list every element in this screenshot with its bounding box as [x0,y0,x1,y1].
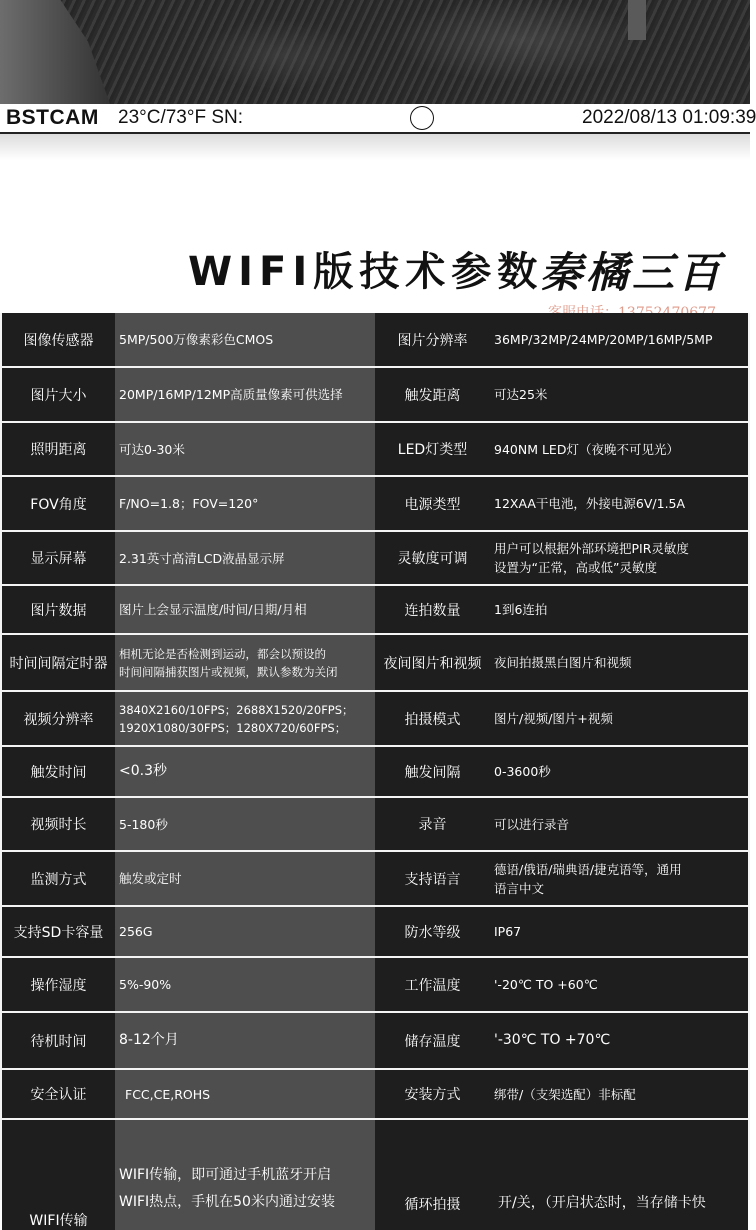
spec-row [0,852,750,905]
spec-label: 时间间隔定时器 [2,635,115,690]
spec-label: 循环拍摄 [375,1120,490,1230]
spec-row [0,1070,750,1118]
spec-label: 监测方式 [2,852,115,905]
spec-value: 相机无论是否检测到运动，都会以预设的 时间间隔捕获图片或视频，默认参数为关闭 [115,635,375,690]
spec-label: 支持SD卡容量 [2,907,115,956]
spec-label: 连拍数量 [375,586,490,633]
spec-value: 夜间拍摄黑白图片和视频 [490,635,748,690]
spec-value: 图片上会显示温度/时间/日期/月相 [115,586,375,633]
spec-label: 录音 [375,798,490,850]
spec-label: 图片数据 [2,586,115,633]
spec-row [0,798,750,850]
spec-label: 工作温度 [375,958,490,1011]
spec-label: 电源类型 [375,477,490,530]
spec-label: 安装方式 [375,1070,490,1118]
spec-label: 支持语言 [375,852,490,905]
spec-label: LED灯类型 [375,423,490,475]
spec-value: FCC,CE,ROHS [115,1070,375,1118]
spec-value: 940NM LED灯（夜晚不可见光） [490,423,748,475]
spec-label: 触发时间 [2,747,115,796]
spec-value: 可达0-30米 [115,423,375,475]
spec-value: 20MP/16MP/12MP高质量像素可供选择 [115,368,375,421]
spec-value: 12XAA干电池，外接电源6V/1.5A [490,477,748,530]
moon-phase-icon [410,106,434,130]
spec-label: 防水等级 [375,907,490,956]
spec-label: FOV角度 [2,477,115,530]
camera-datetime: 2022/08/13 01:09:39 [582,107,756,128]
spec-row [0,532,750,584]
spec-value: 开/关，（开启状态时，当存储卡快 [490,1120,748,1230]
spec-value: 2.31英寸高清LCD液晶显示屏 [115,532,375,584]
spec-label: 视频时长 [2,798,115,850]
spec-label: 视频分辨率 [2,692,115,745]
spec-label: 操作湿度 [2,958,115,1011]
spec-row [0,958,750,1011]
spec-row [0,747,750,796]
spec-value: 可达25米 [490,368,748,421]
spec-label: 触发距离 [375,368,490,421]
spec-value: 0-3600秒 [490,747,748,796]
spec-value: 3840X2160/10FPS；2688X1520/20FPS； 1920X1080/30FPS；1280X720/60FPS； [115,692,375,745]
spec-label: 照明距离 [2,423,115,475]
spec-label: 储存温度 [375,1013,490,1068]
spec-value: '-30℃ TO +70℃ [490,1013,748,1068]
spec-value: IP67 [490,907,748,956]
spec-label: 图片分辨率 [375,313,490,366]
spec-value: 可以进行录音 [490,798,748,850]
page-title: WIFI版技术参数 [188,249,544,295]
camera-info-bar [0,104,756,134]
spec-row [0,1013,750,1068]
spec-value: <0.3秒 [115,747,375,796]
spec-row [0,477,750,530]
brand-calligraphy: 秦橘三百 [540,248,725,297]
spec-value: 德语/俄语/瑞典语/捷克语等，通用 语言中文 [490,852,748,905]
spec-label: 夜间图片和视频 [375,635,490,690]
spec-label: 灵敏度可调 [375,532,490,584]
camera-temperature: 23°C/73°F SN: [118,107,244,128]
spec-value: 绑带/（支架选配）非标配 [490,1070,748,1118]
spec-row [0,692,750,745]
spec-value: 5MP/500万像素彩色CMOS [115,313,375,366]
spec-value: 5-180秒 [115,798,375,850]
spec-label: 图片大小 [2,368,115,421]
spec-label: 拍摄模式 [375,692,490,745]
spec-value: '-20℃ TO +60℃ [490,958,748,1011]
spec-label: 显示屏幕 [2,532,115,584]
spec-value: WIFI传输，即可通过手机蓝牙开启 WIFI热点，手机在50米内通过安装 [115,1120,375,1230]
spec-row [0,1120,750,1230]
spec-label: 待机时间 [2,1013,115,1068]
spec-row [0,368,750,421]
photo-rock [0,0,110,104]
spec-value: 图片/视频/图片+视频 [490,692,748,745]
photo-tree-trunk [628,0,646,40]
spec-value: 8-12个月 [115,1013,375,1068]
spec-value: 用户可以根据外部环境把PIR灵敏度 设置为“正常，高或低”灵敏度 [490,532,748,584]
spec-value: 触发或定时 [115,852,375,905]
camera-brand: BSTCAM [6,106,99,129]
spec-label: 图像传感器 [2,313,115,366]
spec-value: F/NO=1.8；FOV=120° [115,477,375,530]
spec-row [0,586,750,633]
spec-label: WIFI传输 [2,1120,115,1230]
spec-row [0,313,750,366]
trail-camera-photo [0,0,750,104]
spec-row [0,635,750,690]
photo-shadow [0,134,750,160]
spec-label: 安全认证 [2,1070,115,1118]
spec-row [0,423,750,475]
spec-table [0,313,750,1229]
spec-label: 触发间隔 [375,747,490,796]
spec-value: 256G [115,907,375,956]
spec-value: 36MP/32MP/24MP/20MP/16MP/5MP [490,313,748,366]
spec-row [0,907,750,956]
spec-value: 1到6连拍 [490,586,748,633]
spec-value: 5%-90% [115,958,375,1011]
